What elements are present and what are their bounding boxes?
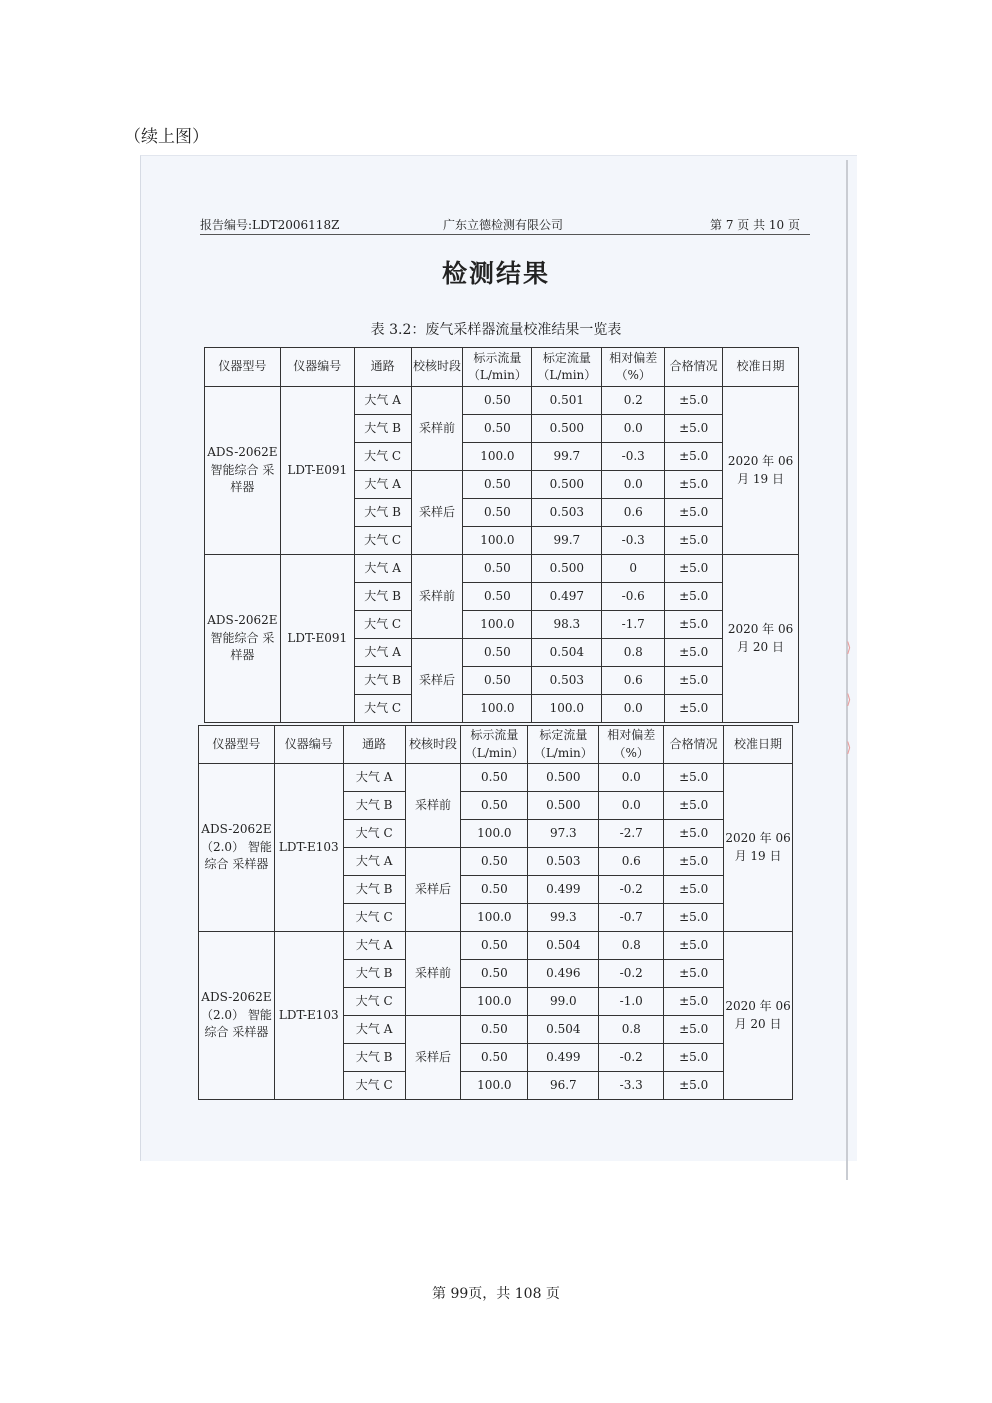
column-header: 校核时段 bbox=[411, 348, 463, 387]
indicated-flow-cell: 0.50 bbox=[461, 960, 528, 988]
calibrated-flow-cell: 0.504 bbox=[532, 639, 602, 667]
column-header: 仪器编号 bbox=[280, 348, 354, 387]
channel-cell: 大气 A bbox=[343, 932, 405, 960]
indicated-flow-cell: 100.0 bbox=[463, 695, 532, 723]
channel-cell: 大气 B bbox=[343, 1044, 405, 1072]
calibration-table-1 bbox=[204, 347, 799, 723]
deviation-cell: 0.8 bbox=[599, 1016, 664, 1044]
column-header: 相对偏差（%） bbox=[602, 348, 665, 387]
period-cell: 采样后 bbox=[405, 848, 461, 932]
deviation-cell: 0.8 bbox=[599, 932, 664, 960]
column-header: 合格情况 bbox=[665, 348, 723, 387]
indicated-flow-cell: 0.50 bbox=[463, 639, 532, 667]
calibrated-flow-cell: 99.7 bbox=[532, 527, 602, 555]
channel-cell: 大气 C bbox=[354, 695, 411, 723]
stamp-mark: ⟩ bbox=[846, 692, 852, 708]
calibrated-flow-cell: 97.3 bbox=[528, 820, 599, 848]
indicated-flow-cell: 0.50 bbox=[463, 415, 532, 443]
channel-cell: 大气 A bbox=[343, 848, 405, 876]
column-header: 合格情况 bbox=[664, 726, 724, 764]
channel-cell: 大气 B bbox=[354, 583, 411, 611]
period-cell: 采样后 bbox=[411, 471, 463, 555]
page-title: 检测结果 bbox=[441, 259, 550, 288]
table-row bbox=[205, 555, 799, 583]
channel-cell: 大气 B bbox=[354, 499, 411, 527]
stamp-mark: ⟩ bbox=[846, 640, 852, 656]
calibrated-flow-cell: 0.503 bbox=[532, 667, 602, 695]
channel-cell: 大气 C bbox=[343, 1072, 405, 1100]
calibrated-flow-cell: 0.496 bbox=[528, 960, 599, 988]
report-header bbox=[200, 214, 810, 235]
indicated-flow-cell: 100.0 bbox=[463, 527, 532, 555]
calibrated-flow-cell: 0.501 bbox=[532, 387, 602, 415]
standard-cell: ±5.0 bbox=[665, 639, 723, 667]
channel-cell: 大气 C bbox=[354, 527, 411, 555]
calibrated-flow-cell: 98.3 bbox=[532, 611, 602, 639]
standard-cell: ±5.0 bbox=[664, 876, 724, 904]
indicated-flow-cell: 0.50 bbox=[463, 499, 532, 527]
standard-cell: ±5.0 bbox=[665, 695, 723, 723]
calibrated-flow-cell: 0.500 bbox=[532, 415, 602, 443]
indicated-flow-cell: 100.0 bbox=[461, 988, 528, 1016]
deviation-cell: -0.7 bbox=[599, 904, 664, 932]
indicated-flow-cell: 100.0 bbox=[461, 904, 528, 932]
column-header: 通路 bbox=[354, 348, 411, 387]
calibration-date: 2020 年 06 月 20 日 bbox=[723, 555, 799, 723]
instrument-id: LDT-E091 bbox=[280, 555, 354, 723]
standard-cell: ±5.0 bbox=[664, 792, 724, 820]
calibration-table-2 bbox=[198, 725, 793, 1100]
column-header: 校核时段 bbox=[405, 726, 461, 764]
indicated-flow-cell: 0.50 bbox=[461, 792, 528, 820]
standard-cell: ±5.0 bbox=[665, 443, 723, 471]
instrument-id: LDT-E103 bbox=[274, 764, 343, 932]
instrument-model: ADS-2062E 智能综合 采样器 bbox=[205, 555, 281, 723]
standard-cell: ±5.0 bbox=[665, 583, 723, 611]
table-caption: 表 3.2：废气采样器流量校准结果一览表 bbox=[370, 322, 622, 338]
standard-cell: ±5.0 bbox=[665, 415, 723, 443]
indicated-flow-cell: 0.50 bbox=[461, 848, 528, 876]
scan-edge bbox=[846, 160, 848, 1180]
indicated-flow-cell: 0.50 bbox=[461, 932, 528, 960]
calibrated-flow-cell: 0.504 bbox=[528, 1016, 599, 1044]
deviation-cell: 0.6 bbox=[599, 848, 664, 876]
column-header: 通路 bbox=[343, 726, 405, 764]
standard-cell: ±5.0 bbox=[665, 555, 723, 583]
calibrated-flow-cell: 96.7 bbox=[528, 1072, 599, 1100]
deviation-cell: 0.0 bbox=[599, 764, 664, 792]
column-header: 标定流量（L/min） bbox=[532, 348, 602, 387]
standard-cell: ±5.0 bbox=[665, 611, 723, 639]
instrument-model: ADS-2062E 智能综合 采样器 bbox=[205, 387, 281, 555]
deviation-cell: -1.0 bbox=[599, 988, 664, 1016]
table-row bbox=[199, 932, 793, 960]
column-header: 标示流量（L/min） bbox=[461, 726, 528, 764]
indicated-flow-cell: 0.50 bbox=[461, 876, 528, 904]
channel-cell: 大气 B bbox=[343, 960, 405, 988]
standard-cell: ±5.0 bbox=[664, 764, 724, 792]
indicated-flow-cell: 100.0 bbox=[463, 611, 532, 639]
table-row bbox=[199, 764, 793, 792]
channel-cell: 大气 C bbox=[343, 904, 405, 932]
table-row bbox=[205, 387, 799, 415]
standard-cell: ±5.0 bbox=[664, 960, 724, 988]
column-header: 仪器型号 bbox=[205, 348, 281, 387]
channel-cell: 大气 B bbox=[354, 415, 411, 443]
caption: （续上图） bbox=[124, 127, 209, 147]
calibrated-flow-cell: 99.3 bbox=[528, 904, 599, 932]
column-header: 仪器编号 bbox=[274, 726, 343, 764]
column-header: 标示流量（L/min） bbox=[463, 348, 532, 387]
standard-cell: ±5.0 bbox=[664, 988, 724, 1016]
deviation-cell: 0.0 bbox=[602, 471, 665, 499]
column-header: 校准日期 bbox=[723, 348, 799, 387]
standard-cell: ±5.0 bbox=[665, 499, 723, 527]
instrument-id: LDT-E103 bbox=[274, 932, 343, 1100]
indicated-flow-cell: 100.0 bbox=[461, 1072, 528, 1100]
standard-cell: ±5.0 bbox=[665, 471, 723, 499]
channel-cell: 大气 A bbox=[354, 555, 411, 583]
indicated-flow-cell: 0.50 bbox=[461, 1044, 528, 1072]
channel-cell: 大气 C bbox=[354, 443, 411, 471]
calibrated-flow-cell: 0.503 bbox=[532, 499, 602, 527]
deviation-cell: -0.3 bbox=[602, 443, 665, 471]
period-cell: 采样前 bbox=[405, 932, 461, 1016]
standard-cell: ±5.0 bbox=[665, 667, 723, 695]
calibration-date: 2020 年 06 月 20 日 bbox=[724, 932, 793, 1100]
channel-cell: 大气 A bbox=[343, 1016, 405, 1044]
deviation-cell: 0.6 bbox=[602, 667, 665, 695]
deviation-cell: -3.3 bbox=[599, 1072, 664, 1100]
deviation-cell: -0.3 bbox=[602, 527, 665, 555]
channel-cell: 大气 A bbox=[354, 387, 411, 415]
deviation-cell: -0.2 bbox=[599, 876, 664, 904]
table-header-row bbox=[199, 726, 793, 764]
page-footer: 第 99页，共 108 页 bbox=[432, 1286, 560, 1302]
calibrated-flow-cell: 0.500 bbox=[528, 764, 599, 792]
period-cell: 采样前 bbox=[411, 555, 463, 639]
column-header: 仪器型号 bbox=[199, 726, 275, 764]
deviation-cell: -0.2 bbox=[599, 1044, 664, 1072]
instrument-model: ADS-2062E （2.0） 智能综合 采样器 bbox=[199, 764, 275, 932]
calibrated-flow-cell: 0.499 bbox=[528, 1044, 599, 1072]
deviation-cell: 0.0 bbox=[599, 792, 664, 820]
indicated-flow-cell: 0.50 bbox=[463, 387, 532, 415]
deviation-cell: 0.8 bbox=[602, 639, 665, 667]
indicated-flow-cell: 0.50 bbox=[463, 583, 532, 611]
indicated-flow-cell: 0.50 bbox=[463, 667, 532, 695]
indicated-flow-cell: 0.50 bbox=[461, 1016, 528, 1044]
indicated-flow-cell: 100.0 bbox=[461, 820, 528, 848]
deviation-cell: 0 bbox=[602, 555, 665, 583]
standard-cell: ±5.0 bbox=[664, 1044, 724, 1072]
table-header-row bbox=[205, 348, 799, 387]
calibrated-flow-cell: 0.500 bbox=[532, 555, 602, 583]
deviation-cell: 0.0 bbox=[602, 415, 665, 443]
channel-cell: 大气 B bbox=[354, 667, 411, 695]
column-header: 校准日期 bbox=[724, 726, 793, 764]
indicated-flow-cell: 0.50 bbox=[463, 555, 532, 583]
period-cell: 采样前 bbox=[411, 387, 463, 471]
calibrated-flow-cell: 0.504 bbox=[528, 932, 599, 960]
instrument-id: LDT-E091 bbox=[280, 387, 354, 555]
deviation-cell: -1.7 bbox=[602, 611, 665, 639]
calibrated-flow-cell: 0.497 bbox=[532, 583, 602, 611]
period-cell: 采样后 bbox=[411, 639, 463, 723]
indicated-flow-cell: 0.50 bbox=[461, 764, 528, 792]
channel-cell: 大气 B bbox=[343, 792, 405, 820]
calibrated-flow-cell: 0.500 bbox=[532, 471, 602, 499]
standard-cell: ±5.0 bbox=[665, 387, 723, 415]
standard-cell: ±5.0 bbox=[664, 932, 724, 960]
channel-cell: 大气 A bbox=[354, 471, 411, 499]
channel-cell: 大气 C bbox=[354, 611, 411, 639]
calibrated-flow-cell: 0.500 bbox=[528, 792, 599, 820]
company-name: 广东立德检测有限公司 bbox=[443, 218, 564, 232]
channel-cell: 大气 A bbox=[354, 639, 411, 667]
calibrated-flow-cell: 99.7 bbox=[532, 443, 602, 471]
deviation-cell: -2.7 bbox=[599, 820, 664, 848]
calibrated-flow-cell: 0.503 bbox=[528, 848, 599, 876]
stamp-mark: ⟩ bbox=[846, 740, 852, 756]
indicated-flow-cell: 0.50 bbox=[463, 471, 532, 499]
channel-cell: 大气 B bbox=[343, 876, 405, 904]
period-cell: 采样后 bbox=[405, 1016, 461, 1100]
standard-cell: ±5.0 bbox=[664, 848, 724, 876]
standard-cell: ±5.0 bbox=[664, 820, 724, 848]
calibrated-flow-cell: 100.0 bbox=[532, 695, 602, 723]
standard-cell: ±5.0 bbox=[664, 904, 724, 932]
deviation-cell: -0.2 bbox=[599, 960, 664, 988]
deviation-cell: -0.6 bbox=[602, 583, 665, 611]
calibration-date: 2020 年 06 月 19 日 bbox=[724, 764, 793, 932]
channel-cell: 大气 C bbox=[343, 988, 405, 1016]
calibrated-flow-cell: 99.0 bbox=[528, 988, 599, 1016]
deviation-cell: 0.2 bbox=[602, 387, 665, 415]
report-number: 报告编号:LDT2006118Z bbox=[200, 218, 340, 232]
calibration-date: 2020 年 06 月 19 日 bbox=[723, 387, 799, 555]
column-header: 相对偏差（%） bbox=[599, 726, 664, 764]
deviation-cell: 0.6 bbox=[602, 499, 665, 527]
standard-cell: ±5.0 bbox=[665, 527, 723, 555]
standard-cell: ±5.0 bbox=[664, 1072, 724, 1100]
indicated-flow-cell: 100.0 bbox=[463, 443, 532, 471]
channel-cell: 大气 C bbox=[343, 820, 405, 848]
channel-cell: 大气 A bbox=[343, 764, 405, 792]
instrument-model: ADS-2062E （2.0） 智能综合 采样器 bbox=[199, 932, 275, 1100]
column-header: 标定流量（L/min） bbox=[528, 726, 599, 764]
calibrated-flow-cell: 0.499 bbox=[528, 876, 599, 904]
report-page: 第 7 页 共 10 页 bbox=[710, 218, 800, 232]
deviation-cell: 0.0 bbox=[602, 695, 665, 723]
standard-cell: ±5.0 bbox=[664, 1016, 724, 1044]
period-cell: 采样前 bbox=[405, 764, 461, 848]
